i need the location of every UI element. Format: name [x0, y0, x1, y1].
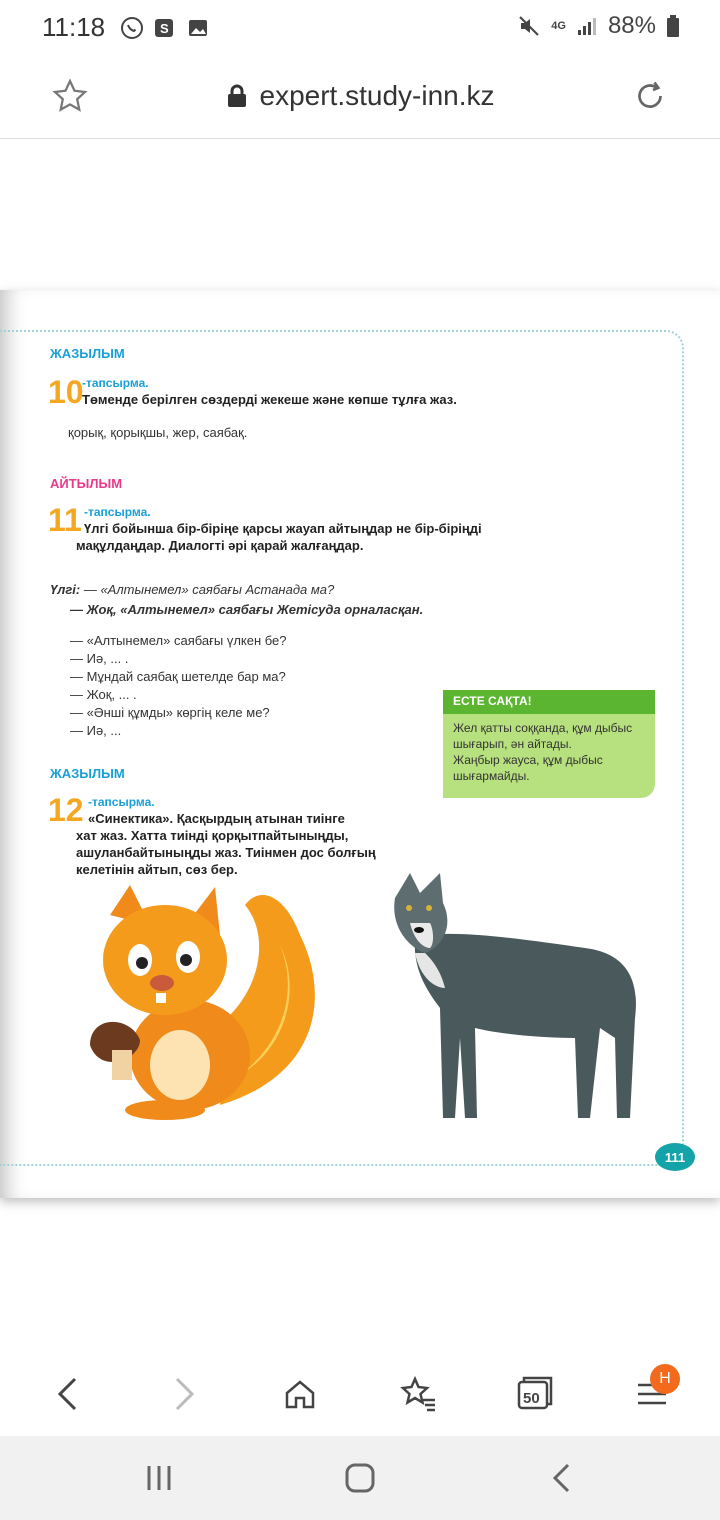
dialog-line: — Мұндай саябақ шетелде бар ма?	[70, 669, 286, 684]
battery-percent: 88%	[607, 12, 656, 39]
address-bar	[0, 56, 720, 139]
tabs-button[interactable]	[510, 1370, 558, 1418]
task-12-line: келетінін айтып, сөз бер.	[76, 862, 238, 877]
battery-icon	[666, 14, 680, 38]
url-display[interactable]	[0, 80, 720, 112]
whatsapp-icon	[120, 16, 144, 40]
section-writing-1: ЖАЗЫЛЫМ	[50, 346, 125, 361]
tabs-icon	[515, 1376, 553, 1412]
browser-toolbar	[0, 1352, 720, 1436]
task-12-line: «Синектика». Қасқырдың атынан тиінге	[88, 811, 345, 826]
dialog-line: — «Алтынемел» саябағы үлкен бе?	[70, 633, 287, 648]
section-writing-2: ЖАЗЫЛЫМ	[50, 766, 125, 781]
note-body	[443, 714, 655, 790]
example-label: Үлгі:	[50, 582, 81, 597]
dialog-line: — Жоқ, ... .	[70, 687, 137, 702]
menu-notification-badge: H	[650, 1364, 680, 1394]
dialog-line: — Иә, ... .	[70, 651, 129, 666]
url-text: expert.study-inn.kz	[259, 80, 495, 111]
task-12-number: 12	[48, 792, 84, 828]
system-home-icon[interactable]	[344, 1462, 376, 1494]
task-12-line: ашуланбайтыныңды жаз. Тиінмен дос болғың	[76, 845, 376, 860]
task-10-label: -тапсырма.	[82, 376, 149, 390]
home-icon	[283, 1377, 317, 1411]
example-answer: — Жоқ, «Алтынемел» саябағы Жетісуда орналасқан.	[70, 602, 424, 617]
status-time: 11:18	[42, 12, 106, 42]
note-line: шығармайды.	[453, 769, 530, 783]
task-11-line-2: мақұлдаңдар. Диалогті әрі қарай жалғаңдар.	[76, 538, 364, 553]
signal-icon	[576, 15, 598, 37]
task-12-line: хат жаз. Хатта тиінді қорқытпайтыныңды,	[76, 828, 349, 843]
home-button[interactable]	[276, 1370, 324, 1418]
note-title: ЕСТЕ САҚТА!	[443, 690, 655, 714]
bookmarks-star-icon	[399, 1376, 437, 1412]
reload-icon[interactable]	[632, 78, 668, 114]
task-10-words: қорық, қорықшы, жер, саябақ.	[68, 425, 248, 440]
bookmarks-button[interactable]	[394, 1370, 442, 1418]
textbook-page	[0, 290, 720, 1198]
task-11-line-1: Үлгі бойынша бір-біріңе қарсы жауап айтыңдар не бір-біріңді	[84, 521, 482, 536]
forward-arrow-icon	[169, 1376, 199, 1412]
task-10-text: Төменде берілген сөздерді жекеше және көпше тұлға жаз.	[82, 392, 457, 407]
task-12-label: -тапсырма.	[88, 795, 155, 809]
squirrel-illustration	[70, 875, 330, 1125]
dialog-line: — Иә, ...	[70, 723, 122, 738]
dialog-line: — «Әнші құмды» көргің келе ме?	[70, 705, 270, 720]
page-number: 111	[655, 1143, 695, 1171]
status-right	[517, 12, 680, 40]
network-type: 4G	[551, 20, 566, 32]
remember-note	[443, 690, 655, 798]
svg-text:S: S	[160, 21, 169, 36]
status-bar	[0, 0, 720, 56]
example-line	[50, 581, 334, 598]
system-back-icon[interactable]	[550, 1462, 574, 1494]
back-button[interactable]	[44, 1370, 92, 1418]
task-11-number: 11	[48, 502, 82, 538]
section-speaking: АЙТЫЛЫМ	[50, 476, 123, 491]
note-line: Жел қатты соққанда, құм дыбыс	[453, 721, 633, 735]
note-line: Жаңбыр жауса, құм дыбыс	[453, 753, 603, 767]
s-app-icon	[152, 16, 176, 40]
lock-icon	[226, 84, 248, 108]
recent-apps-icon[interactable]	[144, 1464, 174, 1492]
task-11-label: -тапсырма.	[84, 505, 151, 519]
forward-button[interactable]	[160, 1370, 208, 1418]
gallery-icon	[186, 16, 210, 40]
note-line: шығарып, ән айтады.	[453, 737, 572, 751]
task-10-number: 10	[48, 374, 84, 410]
wolf-illustration	[385, 868, 650, 1128]
system-nav-bar	[0, 1436, 720, 1520]
back-arrow-icon	[53, 1376, 83, 1412]
mute-icon	[517, 14, 541, 38]
tab-count: 50	[523, 1390, 540, 1407]
example-question: — «Алтынемел» саябағы Астанада ма?	[83, 582, 335, 597]
